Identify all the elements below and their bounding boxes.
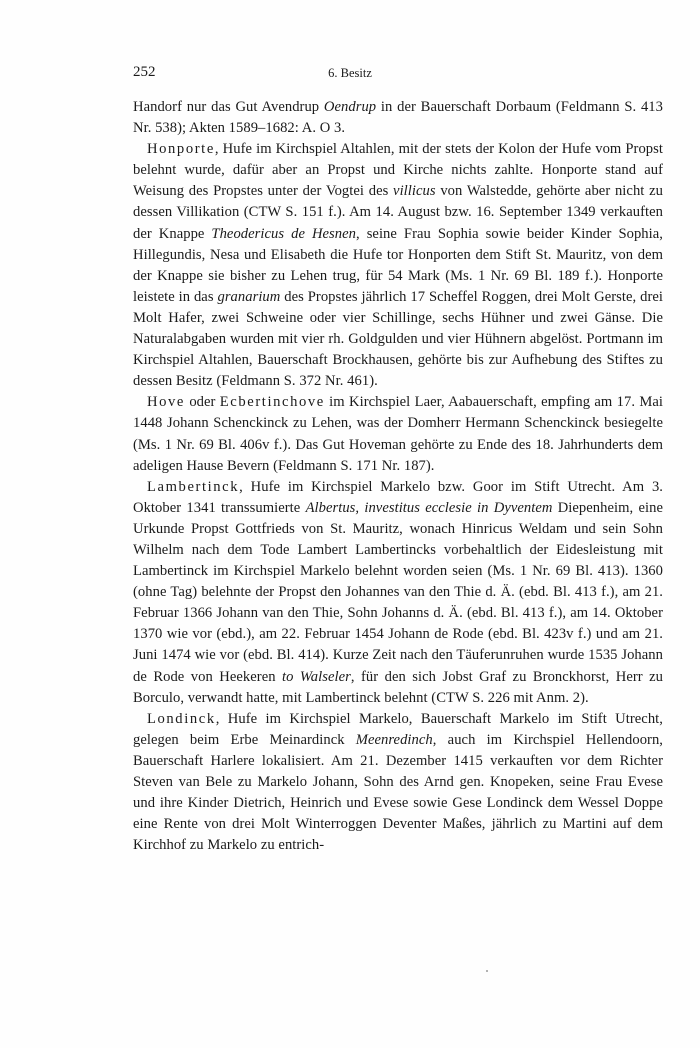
entry-lemma: Hove [147,394,186,411]
text-run: , für den sich Jobst Graf zu Bronckhorst, Herr zu Borculo, verwandt hatte, mit Lambertinck belehnt (CTW S. 226 mit Anm. 2). [133,668,663,706]
text-run: Handorf nur das Gut Avendrup [133,99,324,115]
body-text [133,97,663,856]
italic-term: to Walseler [282,668,351,685]
text-run: , Hufe im Kirchspiel Altahlen, mit der stets der Kolon der Hufe vom Propst belehnt wurde, dafür aber an Propst und Kirche nichts zahlte. Honporte stand auf Weisung des Propstes unter der Vogtei des [133,141,663,200]
paragraph [133,709,663,857]
entry-lemma: Londinck [147,710,216,727]
italic-term: Oendrup [323,99,377,115]
paragraph [133,139,663,392]
paragraph [133,97,663,139]
italic-term: Albertus, investitus ecclesie in Dyventem [305,499,553,516]
italic-term: Meenredinch [355,731,433,748]
specks [486,970,488,972]
text-run: , Hufe im Kirchspiel Markelo, Bauerschaft Markelo im Stift Utrecht, gelegen beim Erbe Meinardinck [133,710,663,748]
running-head: 6. Besitz [328,66,372,80]
page-header [0,0,700,80]
text-run: , Hufe im Kirchspiel Markelo bzw. Goor im Stift Utrecht. Am 3. Oktober 1341 transsumierte [133,478,663,516]
text-run: , seine Frau Sophia sowie beider Kinder Sophia, Hillegundis, Nesa und Elisabeth die Hufe tor Honporten dem Stift St. Mauritz, von dem der Knappe sie bisher zu Lehen trug, für 54 Mark (Ms. 1 Nr. 69 Bl. 189 f.). Honporte leistete in das [133,225,663,305]
italic-term: villicus [393,183,436,200]
entry-lemma: Ecbertinchove [219,394,325,411]
text-run: im Kirchspiel Laer, Aabauerschaft, empfing am 17. Mai 1448 Johann Schenckinck zu Lehen, was der Domherr Hermann Schenckinck besiegelte (Ms. 1 Nr. 69 Bl. 406v f.). Das Gut Hoveman gehörte zu Ende des 18. Jahrhunderts dem adeligen Hause Bevern (Feldmann S. 171 Nr. 187). [133,394,663,474]
text-run: , auch im Kirchspiel Hellendoorn, Bauerschaft Harlere lokalisiert. Am 21. Dezember 1415 verkauften vor dem Richter Steven van Bele zu Markelo Johann, Sohn des Arnd gen. Knopeken, seine Frau Evese und ihre Kinder Dietrich, Heinrich und Evese sowie Gese Londinck dem Wessel Doppe eine Rente von drei Molt Winterroggen Deventer Maßes, jährlich zu Martini auf dem Kirchhof zu Markelo zu entrich- [133,731,663,854]
italic-term: Theodericus de Hesnen [211,225,357,242]
entry-lemma: Lambertinck [147,478,240,495]
page-number: 252 [133,64,156,80]
italic-term: granarium [217,288,281,305]
paragraph [133,392,663,476]
text-run: von Walstedde, gehörte aber nicht zu dessen Villikation (CTW S. 151 f.). Am 14. August bzw. 16. September 1349 verkauften der Knappe [133,183,663,242]
text-run: Diepenheim, eine Urkunde Propst Gottfrieds von St. Mauritz, wonach Hinricus Weldam und sein Sohn Wilhelm nach dem Tode Lambert Lambertincks vorbehaltlich der Eidesleistung mit Lambertinck im Kirchspiel Markelo belehnt worden seien (Ms. 1 Nr. 69 Bl. 413). 1360 (ohne Tag) belehnte der Propst den Johannes van den Thie d. Ä. (ebd. Bl. 413 f.), am 21. Februar 1366 Johann van den Thie, Sohn Johanns d. Ä. (ebd. Bl. 413 f.), am 14. Oktober 1370 wie vor (ebd.), am 22. Februar 1454 Johann de Rode (ebd. Bl. 423v f.) und am 21. Juni 1474 wie vor (ebd. Bl. 414). Kurze Zeit nach den Täuferunruhen wurde 1535 Johann de Rode von Heekeren [133,499,663,685]
text-run: des Propstes jährlich 17 Scheffel Roggen, drei Molt Gerste, drei Molt Hafer, zwei Schweine oder vier Schillinge, sechs Hühner und zwei Gänse. Die Naturalabgaben wurden mit vier rh. Goldgulden und vier Hühnern abgelöst. Portmann im Kirchspiel Altahlen, Bauerschaft Brockhausen, gehörte bis zur Aufhebung des Stiftes zu dessen Besitz (Feldmann S. 372 Nr. 461). [133,288,663,390]
paragraph [133,477,663,709]
entry-lemma: Honporte [147,141,215,158]
text-run: in der Bauerschaft Dorbaum (Feldmann S. 413 Nr. 538); Akten 1589–1682: A. O 3. [133,99,663,137]
text-run: oder [185,394,220,411]
